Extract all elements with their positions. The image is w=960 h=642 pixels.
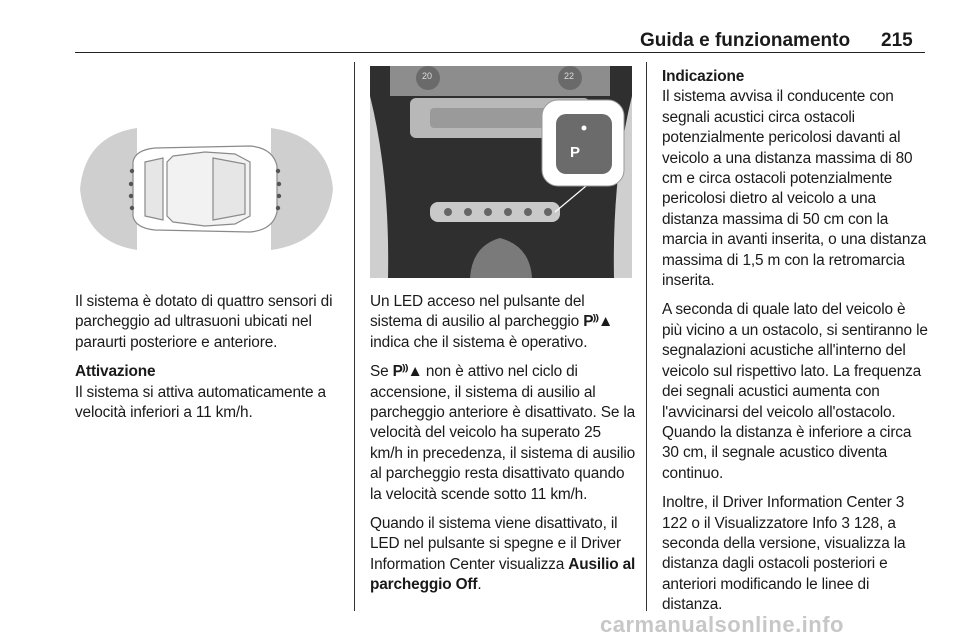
car-top-view-illustration: [75, 66, 338, 278]
left-column: [75, 292, 341, 432]
activation-section: [75, 362, 341, 423]
indication-heading: Indicazione: [662, 68, 745, 85]
front-sensor-zone: [271, 128, 333, 250]
park-assist-icon: P⁾⁾▲: [583, 313, 613, 331]
display-paragraph: Inoltre, il Driver Information Center 3 122 o il Visualizzatore Info 3 128, a seconda della versione, visualizza la distanza dagli ostacoli posteriori e anteriori modificando le linee di distanza.: [662, 494, 906, 614]
dial-right-label: 22: [564, 71, 575, 81]
side-signal-paragraph: A seconda di quale lato del veicolo è più vicino a un ostacolo, si sentiranno le segnalazioni acustiche all'interno del veicolo sul rispettivo lato. La frequenza dei segnali acustici aumenta con l'avvicinarsi del veicolo all'ostacolo. Quando la distanza è inferiore a circa 30 cm, il segnale acustico diventa continuo.: [662, 301, 928, 482]
park-assist-button-label: P: [570, 144, 581, 161]
watermark: carmanualsonline.info: [600, 612, 844, 637]
led-paragraph: Un LED acceso nel pulsante del sistema di ausilio al parcheggio P⁾⁾▲ indica che il sistema è operativo.: [370, 293, 613, 351]
indication-section: [662, 67, 928, 291]
page-reference-info-display[interactable]: 3 128: [841, 514, 880, 532]
middle-column: [370, 292, 636, 605]
off-message: Ausilio al parcheggio Off: [370, 555, 636, 594]
column-divider-2: [646, 62, 647, 611]
park-assist-button-illustration: [556, 114, 612, 174]
header-rule: [75, 52, 925, 53]
park-assist-icon: P⁾⁾▲: [392, 363, 422, 381]
indication-text: Il sistema avvisa il conducente con segnali acustici circa ostacoli potenzialmente pericolosi davanti al veicolo a una distanza massima di 80 cm e circa ostacoli potenzialmente pericolosi dietro al veicolo a una distanza massima di 50 cm con la marcia in avanti inserita, o una distanza massima di 1,5 m con la retromarcia inserita.: [662, 88, 927, 290]
console-photo: [370, 66, 632, 278]
page-reference-dic[interactable]: 3 122: [662, 494, 905, 532]
activation-heading: Attivazione: [75, 363, 156, 381]
activation-text: Il sistema si attiva automaticamente a velocità inferiori a 11 km/h.: [75, 383, 326, 422]
led-indicator: [582, 126, 587, 131]
dial-left-label: 20: [422, 71, 433, 81]
section-title: Guida e funzionamento: [640, 30, 851, 51]
column-divider-1: [354, 62, 355, 611]
page-number: 215: [881, 30, 913, 51]
deactivation-paragraph: Quando il sistema viene disattivato, il LED nel pulsante si spegne e il Driver Information Center visualizza Ausilio al parcheggio Off.: [370, 515, 636, 594]
inactive-paragraph: Se P⁾⁾▲ non è attivo nel ciclo di accensione, il sistema di ausilio al parcheggio anteriore è disattivato. Se la velocità del veicolo ha superato 25 km/h in precedenza, il sistema di ausilio al parcheggio resta disattivato quando la velocità scende sotto 11 km/h.: [370, 363, 636, 503]
right-column: [662, 67, 928, 625]
intro-paragraph: Il sistema è dotato di quattro sensori di parcheggio ad ultrasuoni ubicati nel paraurti posteriore e anteriore.: [75, 293, 333, 351]
car-outline: [133, 146, 277, 232]
console-button-figure: [370, 66, 632, 278]
parking-sensor-figure: [75, 66, 338, 278]
rear-sensor-zone: [80, 128, 137, 250]
